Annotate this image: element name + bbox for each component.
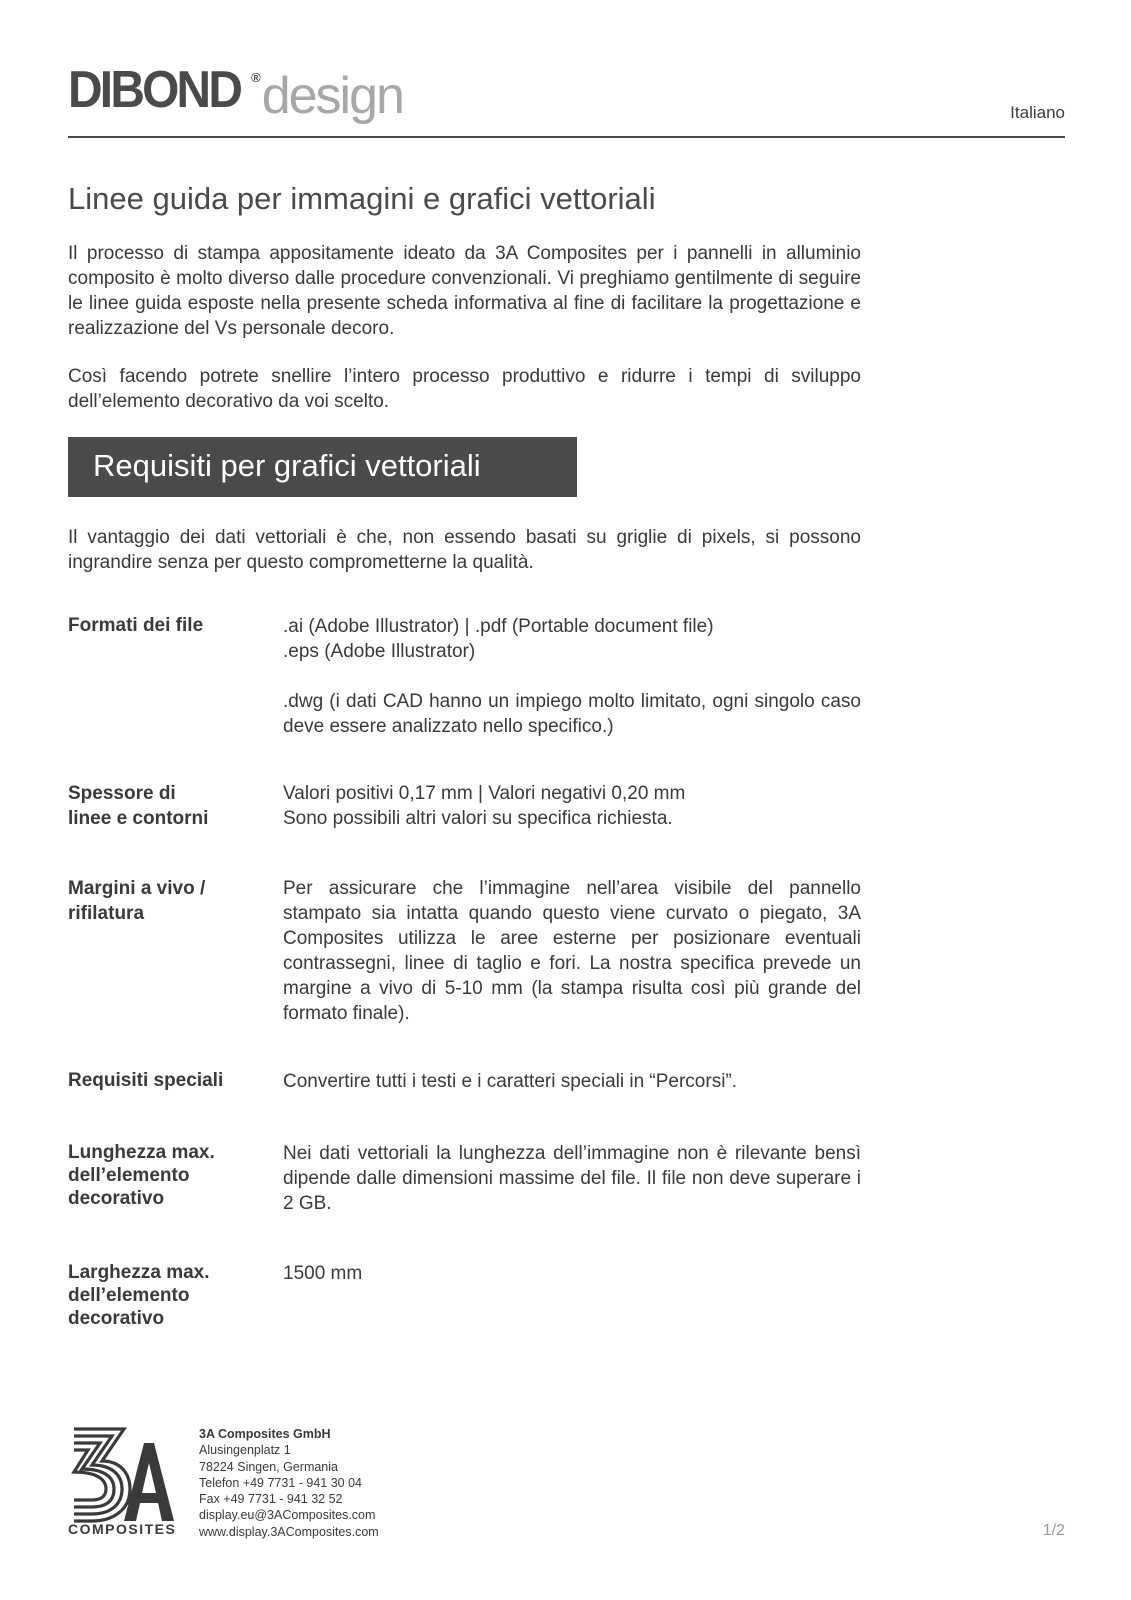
requirement-label-line: linee e contorni: [68, 808, 209, 829]
requirement-label-line: Margini a vivo /: [68, 878, 206, 899]
requirement-label: [68, 781, 268, 831]
requirement-label-line: rifilatura: [68, 903, 145, 924]
header-divider: [68, 136, 1065, 138]
section-heading-banner: [68, 437, 577, 497]
intro-paragraph-2: Così facendo potrete snellire l’intero processo produttivo e ridurre i tempi di sviluppo dell’elemento decorativo da voi scelto.: [68, 366, 861, 412]
page-title: Linee guida per immagini e grafici vettoriali: [68, 181, 656, 216]
dibond-design-logo: [68, 61, 403, 128]
requirement-label-line: Spessore di: [68, 783, 176, 804]
fax-number: Fax +49 7731 - 941 32 52: [199, 1492, 343, 1507]
requirement-label: Requisiti speciali: [68, 1070, 224, 1091]
requirement-value: 1500 mm: [283, 1263, 363, 1284]
company-name: 3A Composites GmbH: [199, 1427, 331, 1441]
requirement-label: [68, 876, 268, 926]
address-city: 78224 Singen, Germania: [199, 1459, 338, 1474]
requirement-line: Valori positivi 0,17 mm | Valori negativi 0,20 mm: [283, 783, 686, 804]
requirement-label-line: decorativo: [68, 1308, 165, 1329]
email-address: display.eu@3AComposites.com: [199, 1508, 376, 1523]
requirement-line: .ai (Adobe Illustrator) | .pdf (Portable document file): [283, 616, 714, 637]
requirement-label: [68, 1261, 268, 1330]
section-heading: Requisiti per grafici vettoriali: [93, 448, 481, 483]
page-number: 1/2: [1042, 1522, 1065, 1539]
logo-design-text: design: [261, 67, 403, 125]
section-intro: Il vantaggio dei dati vettoriali è che, non essendo basati su griglie di pixels, si possono ingrandire senza per questo comprometterne la qualità.: [68, 527, 861, 573]
phone-number: Telefon +49 7731 - 941 30 04: [199, 1475, 362, 1490]
company-address-block: [199, 1426, 379, 1540]
requirement-label-line: Larghezza max.: [68, 1262, 210, 1283]
composites-wordmark: COMPOSITES: [68, 1521, 177, 1537]
requirement-label: Formati dei file: [68, 615, 204, 636]
requirement-line: Sono possibili altri valori su specifica richiesta.: [283, 808, 673, 829]
logo-dibond-text: DIBOND: [68, 61, 241, 119]
logo-registered-mark: ®: [251, 70, 261, 85]
requirement-label-line: dell’elemento: [68, 1165, 190, 1186]
address-street: Alusingenplatz 1: [199, 1443, 291, 1458]
requirement-label-line: dell’elemento: [68, 1285, 190, 1306]
requirement-label-line: Lunghezza max.: [68, 1142, 215, 1163]
requirement-value: [283, 781, 861, 831]
requirement-note: .dwg (i dati CAD hanno un impiego molto limitato, ogni singolo caso deve essere analizzato nello specifico.): [283, 691, 861, 737]
requirement-value: Nei dati vettoriali la lunghezza dell’immagine non è rilevante bensì dipende dalle dimensioni massime del file. Il file non deve superare i 2 GB.: [283, 1143, 861, 1214]
website-url: www.display.3AComposites.com: [199, 1524, 379, 1539]
requirement-label-line: decorativo: [68, 1188, 165, 1209]
language-label: Italiano: [1010, 103, 1065, 122]
requirement-value: [283, 614, 861, 739]
requirement-value: Convertire tutti i testi e i caratteri speciali in “Percorsi”.: [283, 1071, 738, 1092]
requirement-value: Per assicurare che l’immagine nell’area visibile del pannello stampato sia intatta quando questo viene curvato o piegato, 3A Composites utilizza le aree esterne per posizionare eventuali contrassegni, linee di taglio e fori. La nostra specifica prevede un margine a vivo di 5-10 mm (la stampa risulta così più grande del formato finale).: [283, 878, 861, 1024]
intro-paragraph-1: Il processo di stampa appositamente ideato da 3A Composites per i pannelli in alluminio composito è molto diverso dalle procedure convenzionali. Vi preghiamo gentilmente di seguire le linee guida esposte nella presente scheda informativa al fine di facilitare la progettazione e realizzazione del Vs personale decoro.: [68, 243, 861, 339]
requirement-line: .eps (Adobe Illustrator): [283, 641, 476, 662]
requirement-label: [68, 1141, 268, 1210]
